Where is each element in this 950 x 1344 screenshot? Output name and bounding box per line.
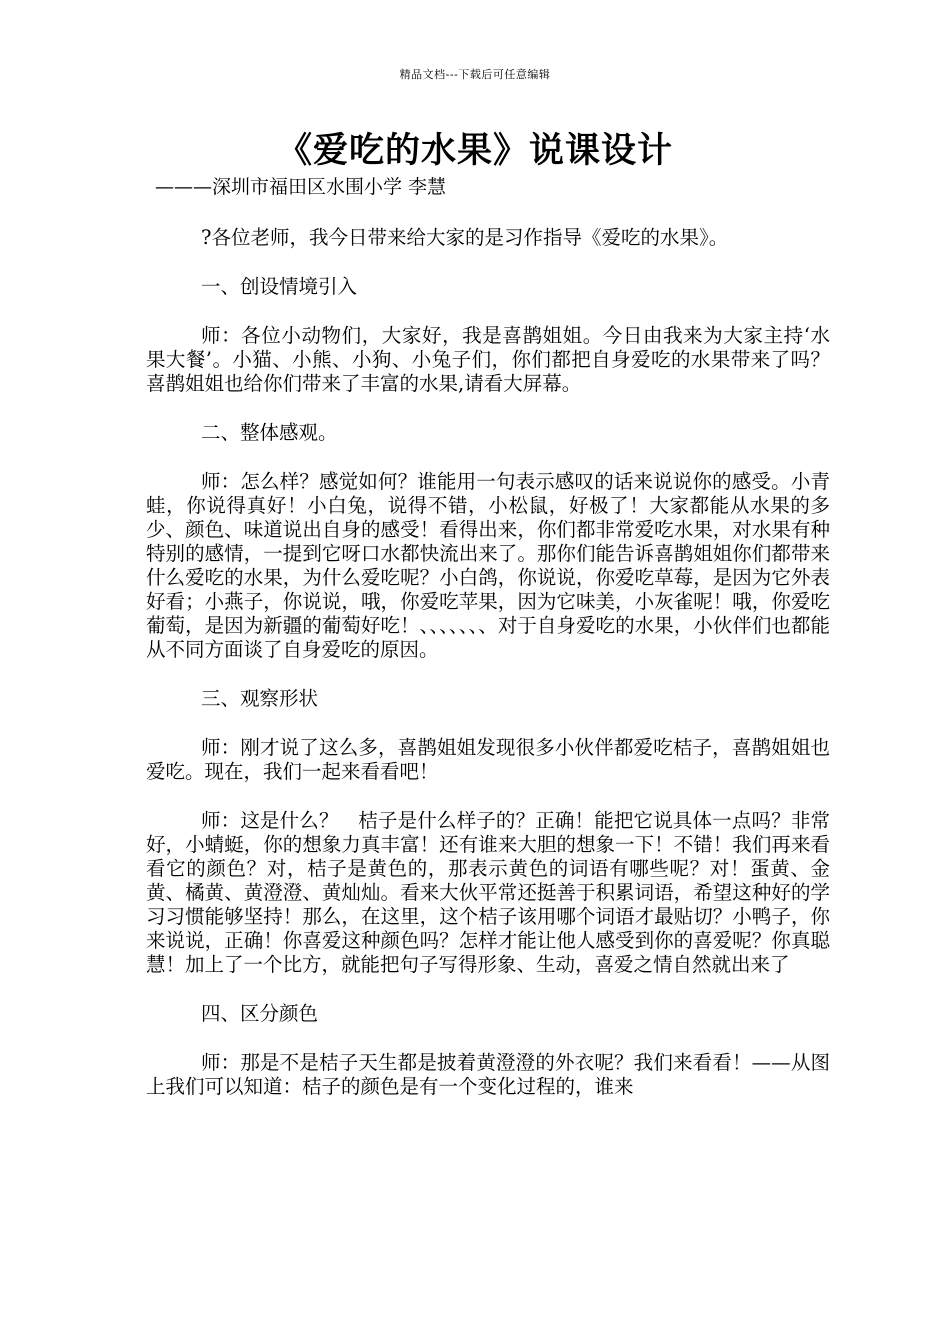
section-heading-1: 一、创设情境引入 xyxy=(201,275,358,298)
section-heading-2: 二、整体感观。 xyxy=(201,421,338,444)
paragraph-intro: ?各位老师，我今日带来给大家的是习作指导《爱吃的水果》。 xyxy=(201,226,729,249)
paragraph: 师：刚才说了这么多，喜鹊姐姐发现很多小伙伴都爱吃桔子，喜鹊姐姐也爱吃。现在，我们一起来看看吧！ xyxy=(146,736,830,783)
section-heading-4: 四、区分颜色 xyxy=(201,1002,319,1025)
document-body xyxy=(146,226,830,1124)
document-title: 《爱吃的水果》说课设计 xyxy=(276,130,673,171)
paragraph: 师：那是不是桔子天生都是披着黄澄澄的外衣呢？我们来看看！——从图上我们可以知道：桔子的颜色是有一个变化过程的，谁来 xyxy=(146,1051,830,1098)
header-note: 精品文档---下载后可任意编辑 xyxy=(399,68,551,81)
paragraph: 师：这是什么？ 桔子是什么样子的？正确！能把它说具体一点吗？非常好，小蜻蜓，你的想象力真丰富！还有谁来大胆的想象一下！不错！我们再来看看它的颜色？对，桔子是黄色的，那表示黄色的词语有哪些呢？对！蛋黄、金黄、橘黄、黄澄澄、黄灿灿。看来大伙平常还挺善于积累词语，希望这种好的学习习惯能够坚持！那么，在这里，这个桔子该用哪个词语才最贴切？小鸭子，你来说说，正确！你喜爱这种颜色吗？怎样才能让他人感受到你的喜爱呢？你真聪慧！加上了一个比方，就能把句子写得形象、生动，喜爱之情自然就出来了 xyxy=(146,809,830,976)
paragraph: 师：各位小动物们，大家好，我是喜鹊姐姐。今日由我来为大家主持‘水果大餐’。小猫、小熊、小狗、小兔子们，你们都把自身爱吃的水果带来了吗？喜鹊姐姐也给你们带来了丰富的水果,请看大屏幕。 xyxy=(146,324,830,395)
document-subtitle: ———深圳市福田区水围小学 李慧 xyxy=(155,176,447,198)
section-heading-3: 三、观察形状 xyxy=(201,687,319,710)
paragraph: 师：怎么样？感觉如何？谁能用一句表示感叹的话来说说你的感受。小青蛙，你说得真好！小白兔，说得不错，小松鼠，好极了！大家都能从水果的多少、颜色、味道说出自身的感受！看得出来，你们都非常爱吃水果，对水果有种特别的感情，一提到它呀口水都快流出来了。那你们能告诉喜鹊姐姐你们都带来什么爱吃的水果，为什么爱吃呢？小白鸽，你说说，你爱吃草莓，是因为它外表好看；小燕子，你说说，哦，你爱吃苹果，因为它味美，小灰雀呢！哦，你爱吃葡萄，是因为新疆的葡萄好吃！、、、、、、、对于自身爱吃的水果，小伙伴们也都能从不同方面谈了自身爱吃的原因。 xyxy=(146,470,830,661)
